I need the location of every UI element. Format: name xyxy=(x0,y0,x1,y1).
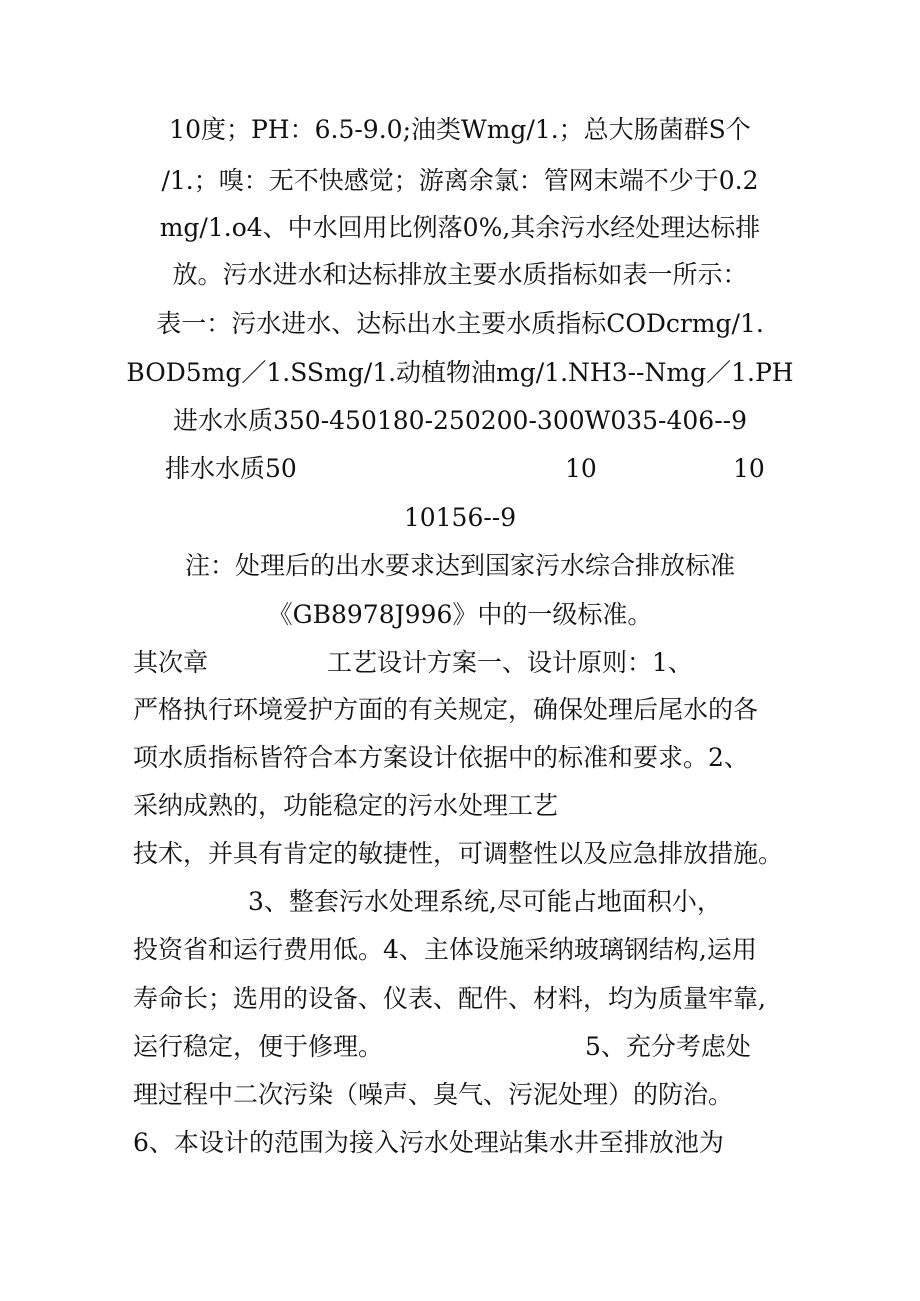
table-row-effluent-label: 排水水质50 xyxy=(165,454,297,483)
text-line: 运行稳定，便于修理。 xyxy=(133,1032,384,1061)
chapter-heading: 其次章 xyxy=(133,648,209,677)
text-line: 严格执行环境爱护方面的有关规定，确保处理后尾水的各 xyxy=(133,695,759,724)
text-line: 技术，并具有肯定的敏捷性，可调整性以及应急排放措施。 xyxy=(133,839,784,868)
section-heading: 工艺设计方案一、设计原则：1、 xyxy=(327,648,693,677)
text-line: 理过程中二次污染（噪声、臭气、污泥处理）的防治。 xyxy=(133,1080,734,1109)
table-note: 《GB8978J996》中的一级标准。 xyxy=(267,600,653,629)
text-line: 3、整套污水处理系统,尽可能占地面积小， xyxy=(248,887,722,916)
table-row-continuation: 10156--9 xyxy=(403,503,517,532)
text-line: 6、本设计的范围为接入污水处理站集水井至排放池为 xyxy=(133,1128,724,1157)
table-header-row: BOD5mg／1.SSmg/1.动植物油mg/1.NH3--Nmg／1.PH xyxy=(126,358,794,387)
text-line: mg/1.o4、中水回用比例落0%,其余污水经处理达标排 xyxy=(159,213,761,242)
text-line: 采纳成熟的，功能稳定的污水处理工艺 xyxy=(133,791,559,820)
table-cell: 10 xyxy=(733,454,765,483)
table-cell: 10 xyxy=(565,454,597,483)
table-caption: 表一：污水进水、达标出水主要水质指标CODcrmg/1. xyxy=(156,309,764,338)
text-line: 投资省和运行费用低。4、主体设施采纳玻璃钢结构,运用 xyxy=(133,935,757,964)
text-line: 放。污水进水和达标排放主要水质指标如表一所示： xyxy=(172,260,748,289)
text-line: 5、充分考虑处 xyxy=(585,1032,751,1061)
text-line: 项水质指标皆符合本方案设计依据中的标准和要求。2、 xyxy=(133,743,749,772)
text-line: 寿命长；选用的设备、仪表、配件、材料，均为质量牢靠, xyxy=(133,984,766,1013)
text-line: /1.；嗅：无不快感觉；游离余氯：管网末端不少于0.2 xyxy=(161,166,759,195)
table-row-influent: 进水水质350-450180-250200-300W035-406--9 xyxy=(172,406,748,435)
text-line: 10度；PH：6.5-9.0;油类Wmg/1.；总大肠菌群S个 xyxy=(169,115,751,144)
table-note: 注：处理后的出水要求达到国家污水综合排放标准 xyxy=(184,551,735,580)
